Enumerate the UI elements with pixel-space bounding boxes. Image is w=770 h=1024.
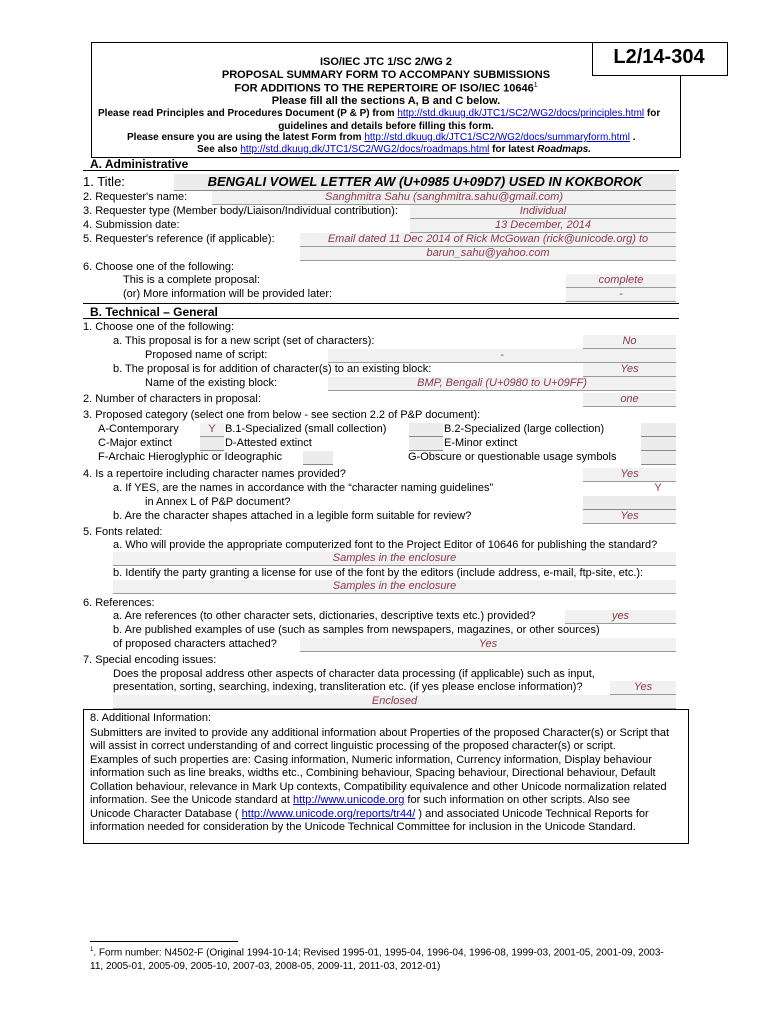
cat-f-label: F-Archaic Hieroglyphic or Ideographic bbox=[98, 451, 283, 463]
principles-line: Please read Principles and Procedures Document (P & P) from http://std.dkuug.dk/JTC1/SC2/WG2/docs/principles.html for bbox=[98, 108, 661, 119]
q1a-label: a. This proposal is for a new script (set of characters): bbox=[113, 335, 375, 347]
cat-e-label: E-Minor extinct bbox=[444, 437, 518, 449]
tr44-link[interactable]: http://www.unicode.org/reports/tr44/ bbox=[241, 808, 416, 820]
cat-d-label: D-Attested extinct bbox=[225, 437, 312, 449]
q7-label: 7. Special encoding issues: bbox=[83, 654, 217, 666]
cat-c-field[interactable] bbox=[200, 437, 224, 451]
cat-g-label: G-Obscure or questionable usage symbols bbox=[408, 451, 617, 463]
q6a-label: a. Are references (to other character sets, dictionaries, descriptive texts etc.) provided? bbox=[113, 610, 536, 622]
cat-a-label: A-Contemporary bbox=[98, 423, 179, 435]
q1b-name-value[interactable]: BMP, Bengali (U+0980 to U+09FF) bbox=[328, 377, 676, 391]
cat-a-value[interactable]: Y bbox=[200, 423, 224, 437]
footnote-rule bbox=[90, 941, 238, 942]
header-line1: ISO/IEC JTC 1/SC 2/WG 2 bbox=[319, 56, 453, 68]
title-label: 1. Title: bbox=[83, 174, 125, 189]
reference-label: 5. Requester's reference (if applicable): bbox=[83, 233, 275, 245]
see-also-line: See also http://std.dkuug.dk/JTC1/SC2/WG2/docs/roadmaps.html for latest Roadmaps. bbox=[197, 144, 592, 155]
footnote-line2: 11, 2005-01, 2005-09, 2005-10, 2007-03, 2008-05, 2009-11, 2011-03, 2012-01) bbox=[90, 961, 441, 972]
title-value: BENGALI VOWEL LETTER AW (U+0985 U+09D7) USED IN KOKBOROK bbox=[207, 174, 643, 189]
q6-label: 6. References: bbox=[83, 597, 155, 609]
q4-value[interactable]: Yes bbox=[583, 468, 676, 482]
cat-b2-label: B.2-Specialized (large collection) bbox=[444, 423, 605, 435]
cat-right-field-1[interactable] bbox=[641, 423, 676, 437]
reference-value-1[interactable]: Email dated 11 Dec 2014 of Rick McGowan (rick@unicode.org) to bbox=[300, 233, 676, 247]
q4a-field[interactable] bbox=[583, 496, 676, 510]
requester-type-label: 3. Requester type (Member body/Liaison/Individual contribution): bbox=[83, 205, 398, 217]
requester-value[interactable]: Sanghmitra Sahu (sanghmitra.sahu@gmail.com) bbox=[212, 191, 676, 205]
q4-label: 4. Is a repertoire including character names provided? bbox=[83, 468, 346, 480]
submission-date-value[interactable]: 13 December, 2014 bbox=[410, 219, 676, 233]
q1b-name-label: Name of the existing block: bbox=[145, 377, 278, 389]
cat-e-field[interactable] bbox=[409, 437, 443, 451]
complete-value[interactable]: complete bbox=[566, 274, 676, 288]
header-line2: PROPOSAL SUMMARY FORM TO ACCOMPANY SUBMISSIONS bbox=[221, 69, 551, 81]
summaryform-link[interactable]: http://std.dkuug.dk/JTC1/SC2/WG2/docs/summaryform.html bbox=[364, 132, 630, 143]
requester-type-value[interactable]: Individual bbox=[410, 205, 676, 219]
footnote-line1: $^1$. Form number: N4502-F (Original 1994-10-14; Revised 1995-01, 1995-04, 1996-04, 1996-08, 1999-03, 2001-05, 2001-09, 2003- bbox=[90, 947, 664, 959]
additional-p4: information such as line breaks, widths etc., Combining behaviour, Spacing behaviour, Directional behaviour, Default bbox=[90, 767, 656, 779]
q4a-value[interactable]: Y bbox=[654, 482, 662, 494]
cat-b1-label: B.1-Specialized (small collection) bbox=[225, 423, 387, 435]
additional-p7: Unicode Character Database ( http://www.unicode.org/reports/tr44/ ) and associated Unicode Technical Reports for bbox=[90, 808, 649, 820]
additional-p2: will assist in correct understanding of and correct linguistic processing of the proposed character(s) or script. bbox=[90, 740, 616, 752]
q1a-value[interactable]: No bbox=[583, 335, 676, 349]
q6a-value[interactable]: yes bbox=[565, 610, 676, 624]
roadmaps-link[interactable]: http://std.dkuug.dk/JTC1/SC2/WG2/docs/roadmaps.html bbox=[240, 144, 490, 155]
q4b-label: b. Are the character shapes attached in a legible form suitable for review? bbox=[113, 510, 472, 522]
additional-p3: Examples of such properties are: Casing information, Numeric information, Currency information, Display behaviour bbox=[90, 754, 652, 766]
q1a-name-value[interactable]: - bbox=[328, 349, 676, 363]
requester-label: 2. Requester's name: bbox=[83, 191, 188, 203]
principles-line2: guidelines and details before filling this form. bbox=[278, 121, 494, 132]
submission-date-label: 4. Submission date: bbox=[83, 219, 180, 231]
q7-enclosed[interactable]: Enclosed bbox=[113, 695, 676, 709]
q1-label: 1. Choose one of the following: bbox=[83, 321, 235, 333]
choose-label: 6. Choose one of the following: bbox=[83, 261, 235, 273]
header-line3: FOR ADDITIONS TO THE REPERTOIRE OF ISO/IEC 10646$^1$ bbox=[234, 82, 538, 95]
q5b-label: b. Identify the party granting a license for use of the font by the editors (include address, e-mail, ftp-site, etc.): bbox=[113, 567, 644, 579]
q5a-value[interactable]: Samples in the enclosure bbox=[113, 552, 676, 566]
cat-f-field[interactable] bbox=[303, 451, 333, 465]
q2-label: 2. Number of characters in proposal: bbox=[83, 393, 261, 405]
q1b-value[interactable]: Yes bbox=[583, 363, 676, 377]
q1a-name-label: Proposed name of script: bbox=[145, 349, 268, 361]
additional-p8: information needed for consideration by the Unicode Technical Committee for inclusion in the Unicode Standard. bbox=[90, 821, 636, 833]
doc-number: L2/14-304 bbox=[613, 46, 705, 68]
q6b-label-1: b. Are published examples of use (such as samples from newspapers, magazines, or other sources) bbox=[113, 624, 600, 636]
q6b-label-2: of proposed characters attached? bbox=[113, 638, 277, 650]
q1b-label: b. The proposal is for addition of character(s) to an existing block: bbox=[113, 363, 432, 375]
q2-value[interactable]: one bbox=[583, 393, 676, 407]
additional-p6: information. See the Unicode standard at http://www.unicode.org for such information on other scripts. Also see bbox=[90, 794, 630, 806]
cat-b2-field[interactable] bbox=[409, 423, 443, 437]
more-info-value[interactable]: - bbox=[566, 288, 676, 302]
section-b-rule-top bbox=[83, 303, 679, 304]
more-info-label: (or) More information will be provided later: bbox=[123, 288, 333, 300]
footnote-ref: 1 bbox=[533, 82, 538, 89]
latest-form-line: Please ensure you are using the latest Form from http://std.dkuug.dk/JTC1/SC2/WG2/docs/summaryform.html . bbox=[127, 132, 636, 143]
q4b-value[interactable]: Yes bbox=[583, 510, 676, 524]
footnote-marker: 1 bbox=[90, 947, 94, 953]
header-line4: Please fill all the sections A, B and C below. bbox=[271, 95, 501, 107]
q5a-label: a. Who will provide the appropriate computerized font to the Project Editor of 10646 for publishing the standard? bbox=[113, 539, 658, 551]
unicode-link[interactable]: http://www.unicode.org bbox=[293, 794, 405, 806]
cat-c-label: C-Major extinct bbox=[98, 437, 172, 449]
q7-label-1: Does the proposal address other aspects of character data processing (if applicable) such as input, bbox=[113, 668, 595, 680]
reference-value-2[interactable]: barun_sahu@yahoo.com bbox=[300, 247, 676, 261]
q5-label: 5. Fonts related: bbox=[83, 526, 163, 538]
section-b-heading: B. Technical – General bbox=[90, 305, 218, 319]
q5b-value[interactable]: Samples in the enclosure bbox=[113, 580, 676, 594]
principles-link[interactable]: http://std.dkuug.dk/JTC1/SC2/WG2/docs/principles.html bbox=[397, 108, 645, 119]
section-b-rule bbox=[83, 318, 679, 319]
q7-label-2: presentation, sorting, searching, indexing, transliteration etc. (if yes please enclose information)? bbox=[113, 681, 583, 693]
complete-label: This is a complete proposal: bbox=[123, 274, 260, 286]
q4a-label-2: in Annex L of P&P document? bbox=[145, 496, 291, 508]
cat-g-field[interactable] bbox=[641, 451, 676, 465]
cat-right-field-2[interactable] bbox=[641, 437, 676, 451]
section-a-rule bbox=[83, 170, 679, 171]
q3-label: 3. Proposed category (select one from below - see section 2.2 of P&P document): bbox=[83, 409, 481, 421]
q6b-value[interactable]: Yes bbox=[300, 638, 676, 652]
additional-p5: Collation behaviour, relevance in Mark Up contexts, Compatibility equivalence and other Unicode normalization related bbox=[90, 781, 667, 793]
additional-heading: 8. Additional Information: bbox=[90, 712, 212, 724]
section-a-heading: A. Administrative bbox=[90, 157, 189, 171]
q7-value[interactable]: Yes bbox=[610, 681, 676, 695]
additional-p1: Submitters are invited to provide any additional information about Properties of the proposed Character(s) or Script that bbox=[90, 727, 670, 739]
q4a-label-1: a. If YES, are the names in accordance with the “character naming guidelines” bbox=[113, 482, 494, 494]
